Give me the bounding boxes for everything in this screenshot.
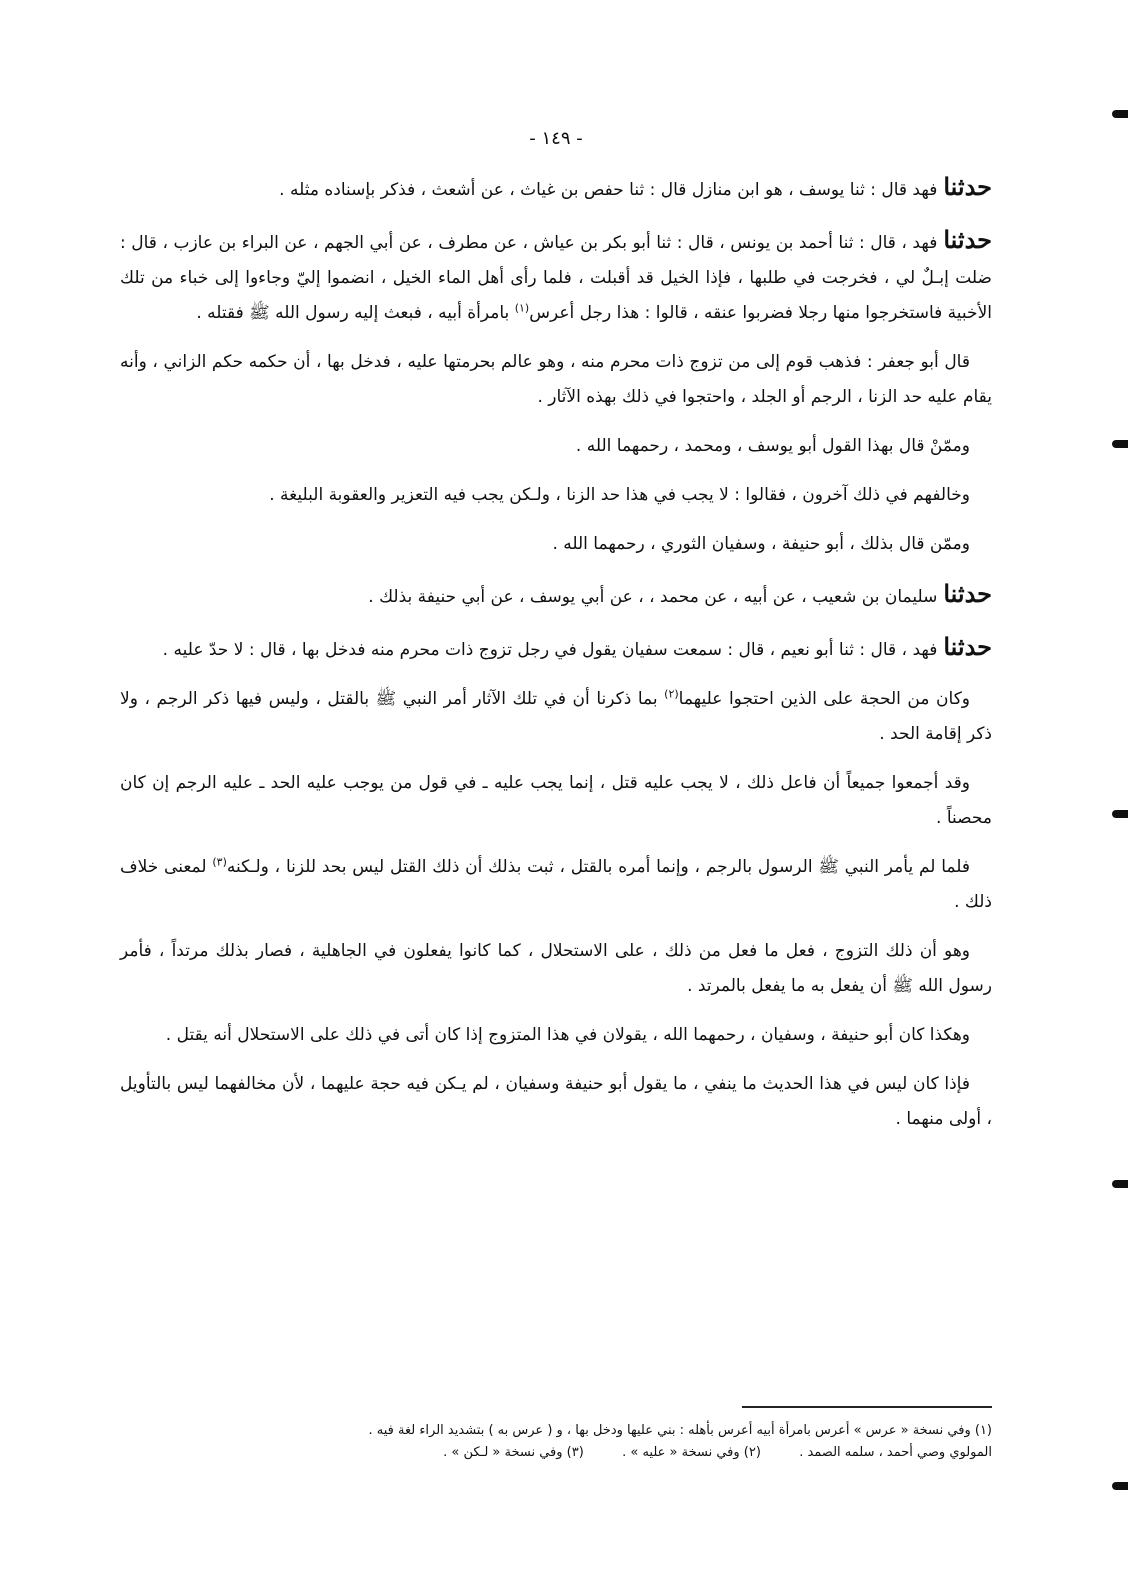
paragraph-text: فلما لم يأمر النبي ﷺ الرسول بالرجم ، وإنما أمره بالقتل ، ثبت بذلك أن ذلك القتل ليس بحد للزنا ، ولـكنه: [226, 857, 971, 877]
footnote-marker: (٢): [664, 687, 679, 701]
page-number: - ١٤٩ -: [529, 128, 583, 149]
scan-edge-mark: [1112, 110, 1128, 118]
paragraph-text: وممّنْ قال بهذا القول أبو يوسف ، ومحمد ، رحمهما الله .: [575, 436, 970, 456]
footnote-3: (٣) وفي نسخة « لـكن » .: [443, 1445, 584, 1460]
scan-edge-mark: [1112, 1482, 1128, 1490]
paragraph: [120, 345, 992, 415]
paragraph: [120, 478, 992, 513]
document-page: [120, 120, 992, 1560]
paragraph-text-continued: بامرأة أبيه ، فبعث إليه رسول الله ﷺ فقتله .: [196, 303, 510, 323]
paragraph-text: سليمان بن شعيب ، عن أبيه ، عن محمد ، ، عن أبي يوسف ، عن أبي حنيفة بذلك .: [368, 587, 938, 607]
paragraph: [120, 766, 992, 836]
footnote-divider: [742, 1406, 992, 1408]
paragraph: [120, 629, 992, 668]
hadith-lead-word: حدثنا: [943, 172, 992, 201]
hadith-lead-word: حدثنا: [943, 225, 992, 254]
paragraph: [120, 850, 992, 920]
paragraph: [120, 527, 992, 562]
paragraph: [120, 576, 992, 615]
paragraph-text: وممّن قال بذلك ، أبو حنيفة ، وسفيان الثوري ، رحمهما الله .: [552, 534, 970, 554]
paragraph: [120, 682, 992, 752]
paragraph-text: فإذا كان ليس في هذا الحديث ما ينفي ، ما يقول أبو حنيفة وسفيان ، لم يـكن فيه حجة عليهما ، لأن مخالفهما ليس بالتأويل ، أولى منهما .: [120, 1074, 992, 1129]
hadith-lead-word: حدثنا: [943, 579, 992, 608]
scan-edge-mark: [1112, 810, 1128, 818]
footnote-1: (١) وفي نسخة « عرس » أعرس بامرأة أبيه أعرس بأهله : بني عليها ودخل بها ، و ( عرس به ) بتشديد الراء لغة فيه .: [368, 1423, 992, 1438]
paragraph-text: فهد ، قال : ثنا أبو نعيم ، قال : سمعت سفيان يقول في رجل تزوج ذات محرم منه فدخل بها ، قال : لا حدّ عليه .: [162, 640, 938, 660]
footnote-2: (٢) وفي نسخة « عليه » .: [622, 1445, 761, 1460]
body-text: [120, 169, 992, 1137]
scan-edge-mark: [1112, 440, 1128, 448]
paragraph: [120, 169, 992, 208]
paragraph: [120, 429, 992, 464]
paragraph: [120, 934, 992, 1004]
scan-edge-mark: [1112, 1180, 1128, 1188]
hadith-lead-word: حدثنا: [943, 632, 992, 661]
paragraph-text-continued: لمعنى خلاف ذلك .: [120, 857, 992, 912]
paragraph-text: فهد قال : ثنا يوسف ، هو ابن منازل قال : ثنا حفص بن غياث ، عن أشعث ، فذكر بإسناده مثله .: [279, 180, 938, 200]
paragraph: [120, 1067, 992, 1137]
paragraph-text: وخالفهم في ذلك آخرون ، فقالوا : لا يجب في هذا حد الزنا ، ولـكن يجب فيه التعزير والعقوبة البليغة .: [269, 485, 970, 505]
paragraph-text: وقد أجمعوا جميعاً أن فاعل ذلك ، لا يجب عليه قتل ، إنما يجب عليه ـ في قول من يوجب عليه الحد ـ عليه الرجم إن كان محصناً .: [120, 773, 992, 828]
paragraph: [120, 1018, 992, 1053]
paragraph-text: وهو أن ذلك التزوج ، فعل ما فعل من ذلك ، على الاستحلال ، كما كانوا يفعلون في الجاهلية ، فصار بذلك مرتداً ، فأمر رسول الله ﷺ أن يفعل به ما يفعل بالمرتد .: [120, 941, 992, 996]
paragraph-text: قال أبو جعفر : فذهب قوم إلى من تزوج ذات محرم منه ، وهو عالم بحرمتها عليه ، فدخل بها ، أن حكمه حكم الزاني ، وأنه يقام عليه حد الزنا ، الرجم أو الجلد ، واحتجوا في ذلك بهذه الآثار .: [120, 352, 992, 407]
footnote-marker: (١): [514, 301, 530, 315]
paragraph: [120, 222, 992, 331]
footnotes: [120, 1420, 992, 1464]
paragraph-text-continued: بما ذكرنا أن في تلك الآثار أمر النبي ﷺ بالقتل ، وليس فيها ذكر الرجم ، ولا ذكر إقامة الحد .: [120, 689, 992, 744]
paragraph-text: وهكذا كان أبو حنيفة ، وسفيان ، رحمهما الله ، يقولان في هذا المتزوج إذا كان أتى في ذلك على الاستحلال أنه يقتل .: [165, 1025, 970, 1045]
footnote-marker: (٣): [212, 855, 227, 869]
paragraph-text: فهد ، قال : ثنا أحمد بن يونس ، قال : ثنا أبو بكر بن عياش ، عن مطرف ، عن أبي الجهم ، عن البراء بن عازب ، قال : ضلت إبـلٌ لي ، فخرجت في طلبها ، فإذا الخيل قد أقبلت ، فلما رأى أهل الماء الخيل ، انضموا إليّ وجاءوا إلى خباء من تلك الأخبية فاستخرجوا منها رجلا فضربوا عنقه ، قالوا : هذا رجل أعرس: [120, 233, 992, 323]
footnote-line-2: [120, 1442, 992, 1464]
paragraph-text: وكان من الحجة على الذين احتجوا عليهما: [678, 689, 970, 709]
footnote-1-continuation: المولوي وصي أحمد ، سلمه الصمد .: [799, 1445, 992, 1460]
